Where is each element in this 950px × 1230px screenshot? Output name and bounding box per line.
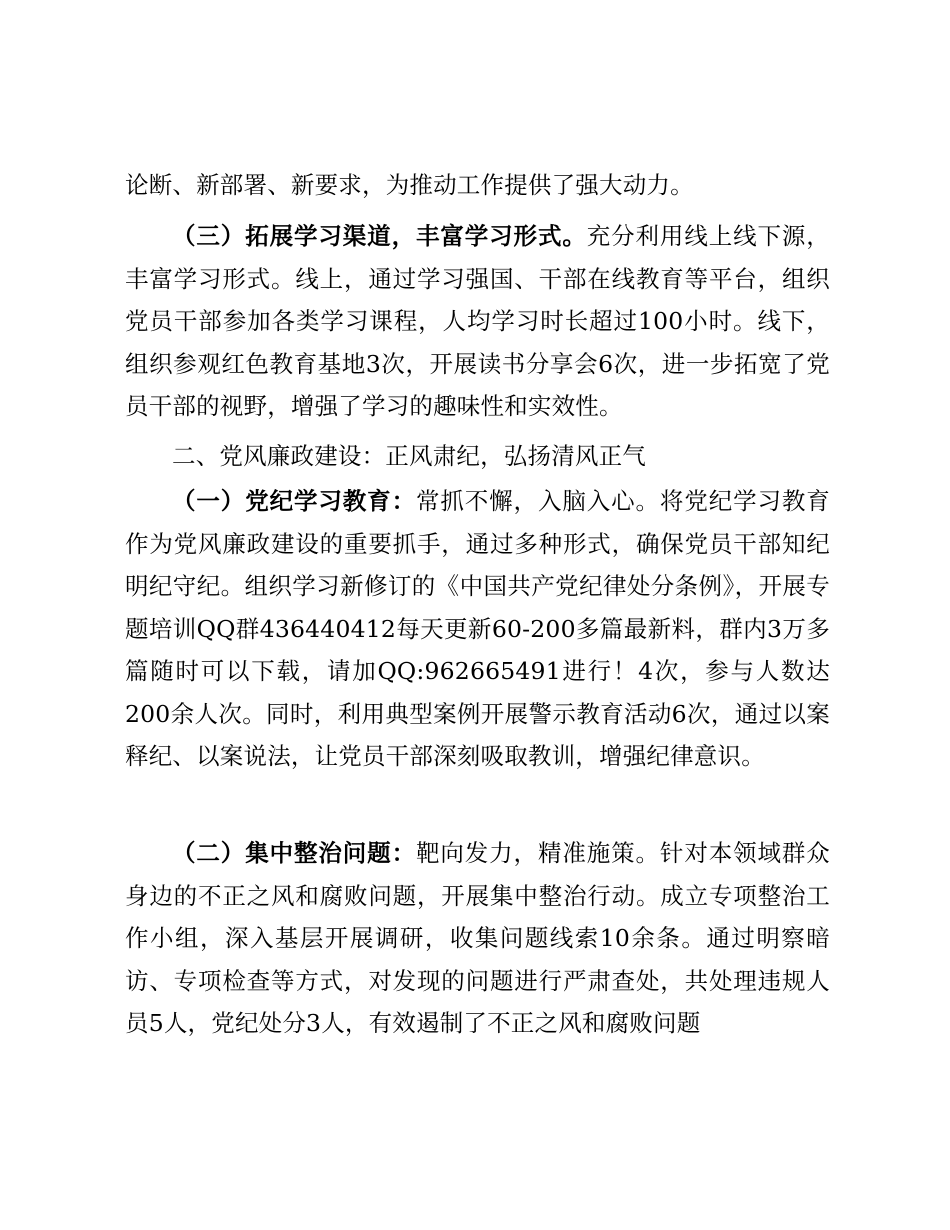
paragraph-discipline-education: [125, 480, 830, 778]
section-heading-integrity: [125, 435, 830, 478]
paragraph-body: 靶向发力，精准施策。针对本领域群众身边的不正之风和腐败问题，开展集中整治行动。成立专项整治工作小组，深入基层开展调研，收集问题线索10余条。通过明察暗访、专项检查等方式，对发现的问题进行严肃查处，共处理违规人员5人，党纪处分3人，有效遏制了不正之风和腐败问题: [125, 839, 831, 1037]
paragraph-learning-channels: [125, 215, 830, 428]
paragraph-continuation: [125, 164, 830, 207]
paragraph-body: 充分利用线上线下源，丰富学习形式。线上，通过学习强国、干部在线教育等平台，组织党员干部参加各类学习课程，人均学习时长超过100小时。线下，组织参观红色教育基地3次，开展读书分享会6次，进一步拓宽了党员干部的视野，增强了学习的趣味性和实效性。: [125, 222, 830, 420]
paragraph-text: 论断、新部署、新要求，为推动工作提供了强大动力。: [125, 171, 694, 199]
paragraph-lead-heading: （一）党纪学习教育：: [172, 487, 416, 515]
paragraph-lead-heading: （二）集中整治问题：: [172, 839, 416, 867]
paragraph-problem-rectification: [125, 832, 830, 1045]
section-heading: 二、党风廉政建设：正风肃纪，弘扬清风正气: [172, 442, 646, 470]
paragraph-body: 常抓不懈，入脑入心。将党纪学习教育作为党风廉政建设的重要抓手，通过多种形式，确保党员干部知纪明纪守纪。组织学习新修订的《中国共产党纪律处分条例》，开展专题培训QQ群436440412每天更新60-200多篇最新料，群内3万多篇随时可以下载，请加QQ:962665491进行！4次，参与人数达200余人次。同时，利用典型案例开展警示教育活动6次，通过以案释纪、以案说法，让党员干部深刻吸取教训，增强纪律意识。: [125, 487, 831, 770]
paragraph-lead-heading: （三）拓展学习渠道，丰富学习形式。: [172, 222, 587, 250]
